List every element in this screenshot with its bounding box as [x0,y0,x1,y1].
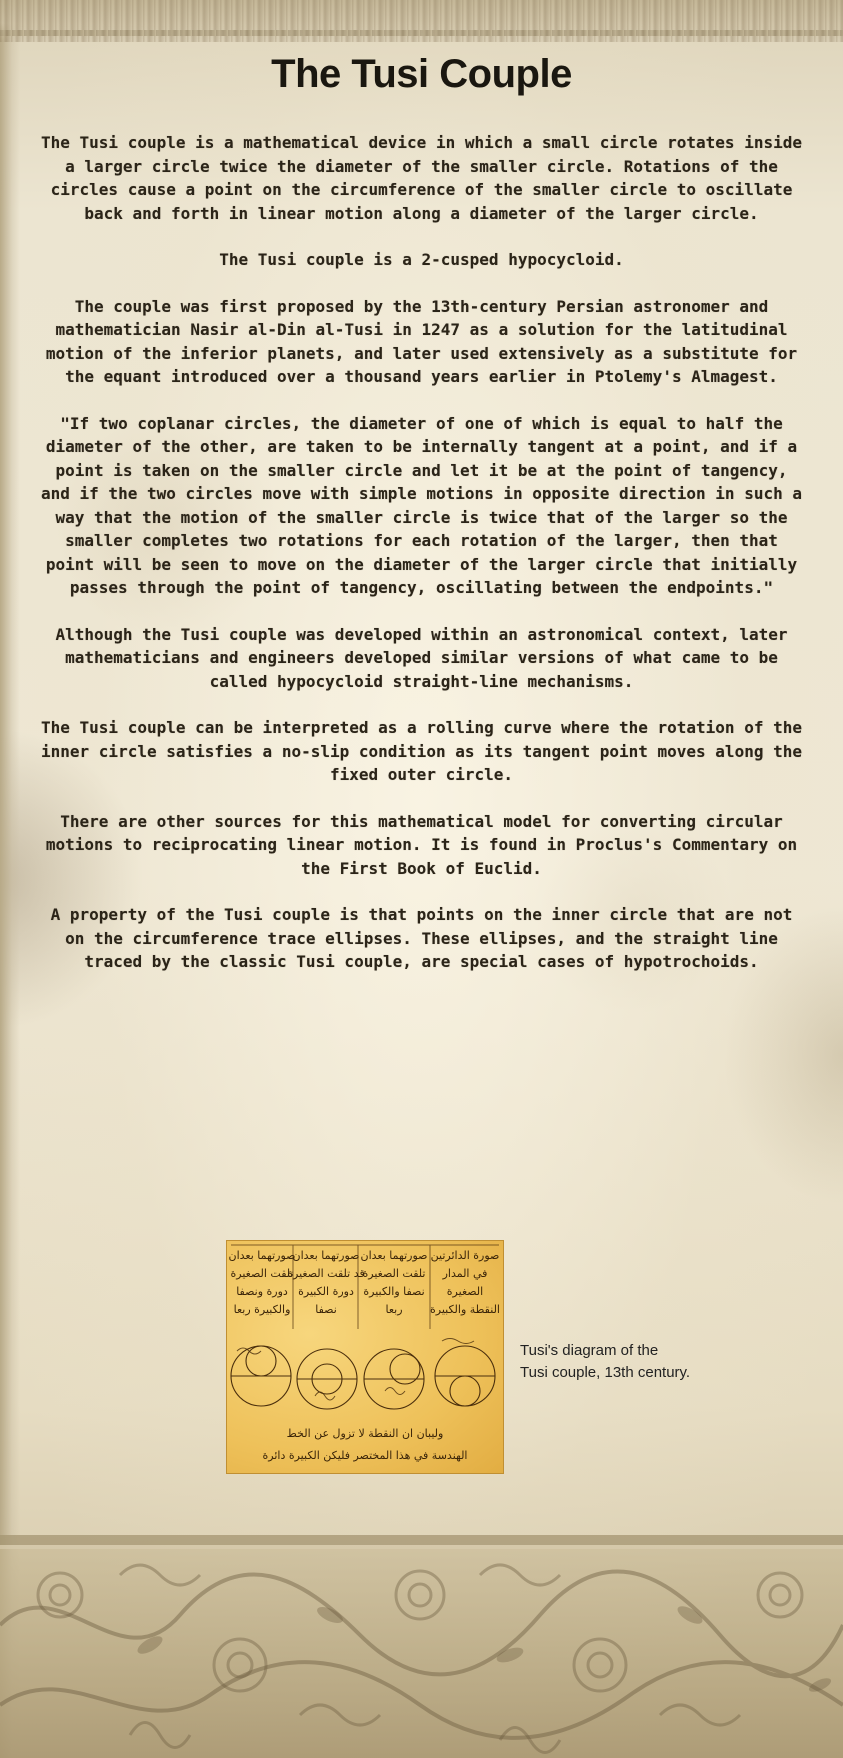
paragraph-definition: The Tusi couple is a mathematical device in which a small circle rotates inside a larger circle twice the diameter of the smaller circle. Rotations of the circles cause a point on the circumference of the smaller circle to oscillate back and forth in linear motion along a diameter of the larger circle. [41,133,802,223]
figure-caption [520,1340,740,1384]
manuscript-cell-3-4: الصغيرة [446,1285,484,1298]
manuscript-cell-2-1: تلقت الصغيرة [230,1267,294,1280]
manuscript-image [226,1240,504,1474]
caption-line-1: Tusi's diagram of the [520,1342,659,1359]
manuscript-cell-4-4: النقطة والكبيرة [430,1303,500,1316]
body-text [40,131,803,997]
caption-line-2: Tusi couple, 13th century. [520,1364,691,1381]
manuscript-cell-4-1: والكبيرة ربعا [233,1303,291,1316]
manuscript-cell-1-4: صورة الدائرتين [430,1249,500,1262]
manuscript-diagram-icon [227,1241,503,1473]
manuscript-cell-1-1: صورتهما بعدان [228,1249,296,1262]
manuscript-cell-2-3: تلقت الصغيرة [362,1267,426,1280]
bottom-ornamental-border [0,1535,843,1758]
paragraph-history: The couple was first proposed by the 13th-century Persian astronomer and mathematician Nasir al-Din al-Tusi in 1247 as a solution for the latitudinal motion of the inferior planets, and later used extensively as a substitute for the equant introduced over a thousand years earlier in Ptolemy's Almagest. [45,296,798,386]
manuscript-cell-3-3: نصفا والكبيرة [363,1285,425,1298]
manuscript-cell-2-4: في المدار [442,1267,488,1280]
manuscript-bottom-line-2: الهندسة في هذا المختصر فليكن الكبيرة دائرة [262,1449,468,1462]
paragraph-rolling-curve: The Tusi couple can be interpreted as a rolling curve where the rotation of the inner circle satisfies a no-slip condition as its tangent point moves along the fixed outer circle. [41,718,802,784]
paragraph-other-sources: There are other sources for this mathematical model for converting circular motions to reciprocating linear motion. It is found in Proclus's Commentary on the First Book of Euclid. [45,811,798,878]
paragraph-hypocycloid: The Tusi couple is a 2-cusped hypocycloid. [219,250,624,269]
top-border-line [0,30,843,36]
paragraph-mechanisms: Although the Tusi couple was developed within an astronomical context, later mathematicians and engineers developed similar versions of what came to be called hypocycloid straight-line mechanisms. [55,624,788,691]
paragraph-quote: "If two coplanar circles, the diameter of one of which is equal to half the diameter of the other, are taken to be internally tangent at a point, and if a point is taken on the smaller circle and let it be at the point of tangency, and if the two circles move with simple motions in opposite direction in such a way that the motion of the smaller circle is twice that of the larger so the smaller completes two rotations for each rotation of the larger, then that point will be seen to move on the diameter of the larger circle that initially passes through the point of tangency, oscillating between the endpoints." [41,413,802,597]
manuscript-bottom-line-1: وليبان ان النقطة لا تزول عن الخط [286,1427,444,1440]
manuscript-figure [226,1240,502,1472]
page-title: The Tusi Couple [271,52,572,96]
manuscript-cell-3-1: دورة ونصفا [236,1285,288,1298]
manuscript-cell-2-2: قد تلقت الصغيرة [287,1267,365,1280]
manuscript-cell-4-3: ربعا [385,1303,403,1316]
manuscript-cell-4-2: نصفا [315,1303,337,1316]
manuscript-cell-3-2: دورة الكبيرة [298,1285,354,1298]
manuscript-cell-1-3: صورتهما بعدان [360,1249,428,1262]
paragraph-hypotrochoids: A property of the Tusi couple is that points on the inner circle that are not on the circumference trace ellipses. These ellipses, and the straight line traced by the classic Tusi couple, are special cases of hypotrochoids. [50,905,793,971]
manuscript-cell-1-2: صورتهما بعدان [292,1249,360,1262]
paper-left-edge [0,0,20,1758]
